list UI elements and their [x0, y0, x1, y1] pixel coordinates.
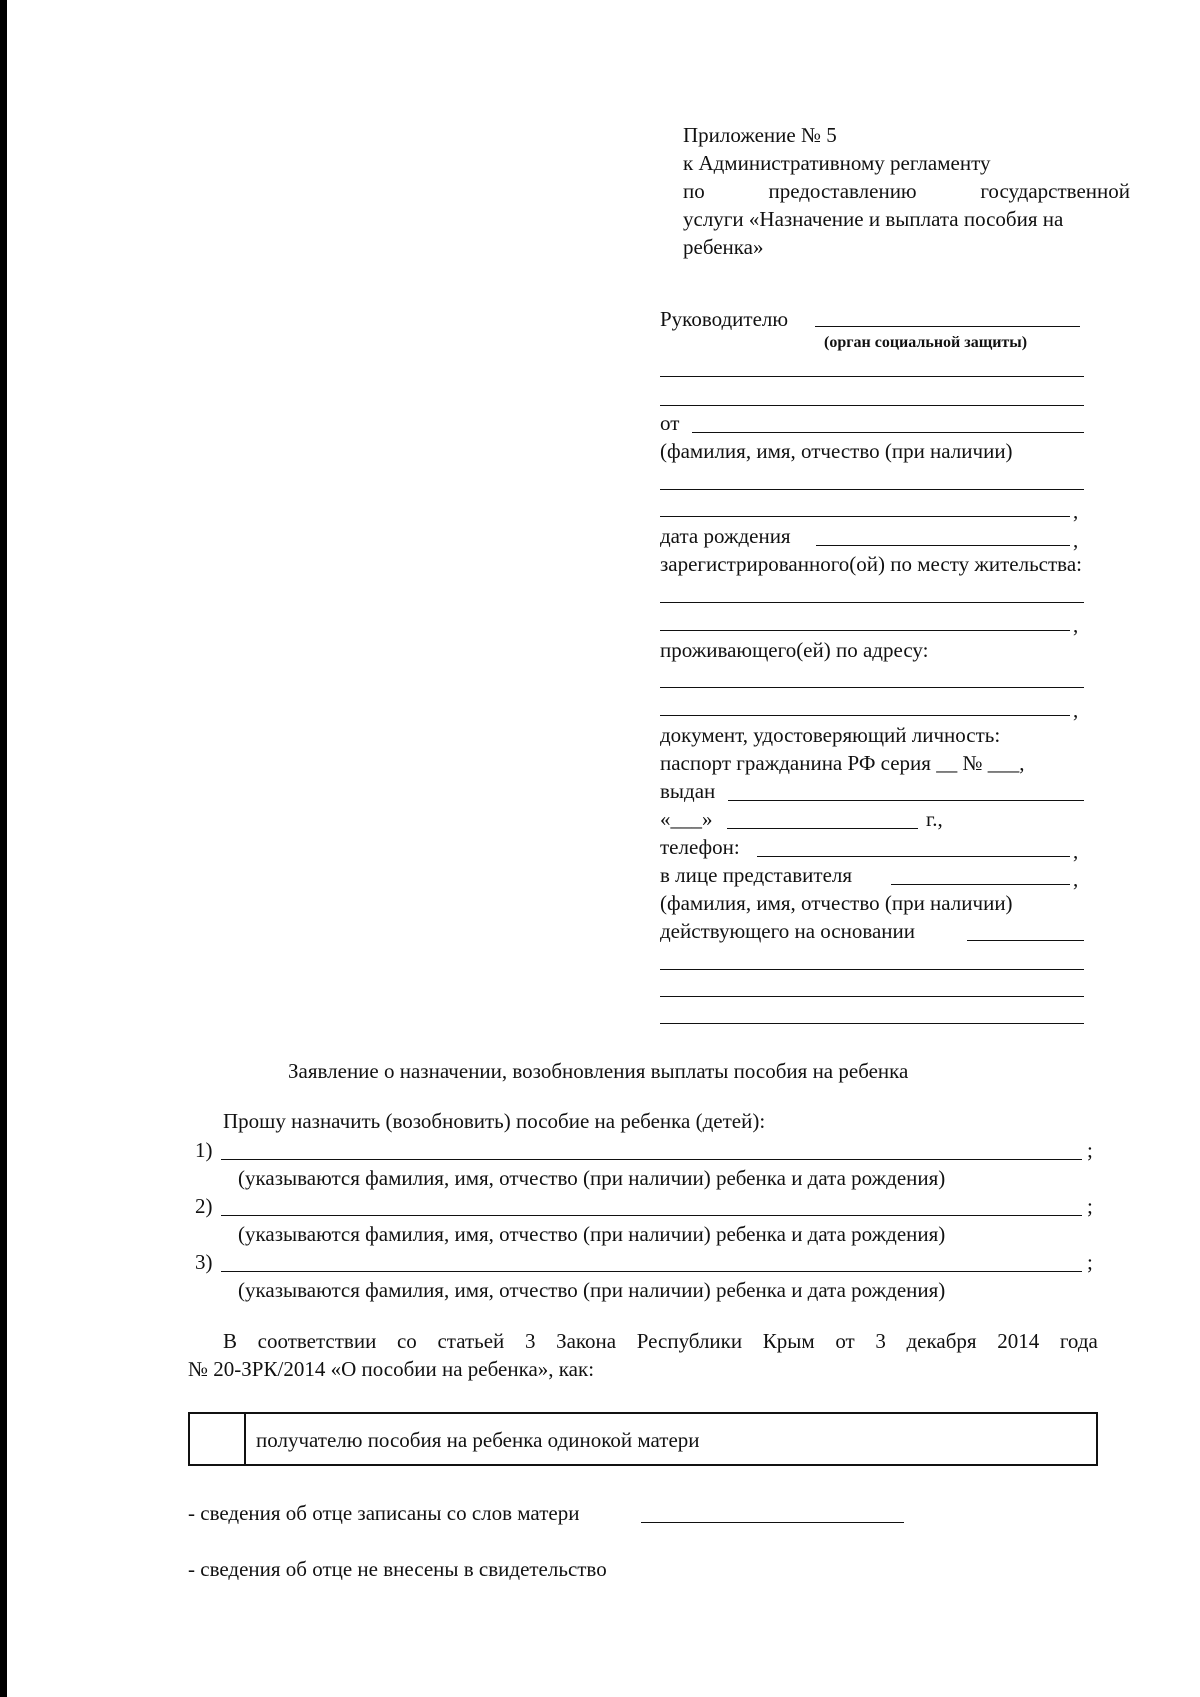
- comma: ,: [1073, 867, 1079, 891]
- child-2-field-line[interactable]: [221, 1215, 1082, 1216]
- word: по: [683, 179, 705, 203]
- rep-label: в лице представителя: [660, 863, 853, 887]
- word: Закона: [556, 1329, 617, 1353]
- registered-label: зарегистрированного(ой) по месту жительства:: [660, 552, 1082, 576]
- word: 3: [524, 1329, 536, 1353]
- issued-label: выдан: [660, 779, 716, 803]
- basis-field-line-3[interactable]: [660, 996, 1084, 997]
- basis-label: действующего на основании: [660, 919, 916, 943]
- child-2-hint: (указываются фамилия, имя, отчество (при наличии) ребенка и дата рождения): [238, 1222, 946, 1246]
- child-3-num: 3): [195, 1250, 213, 1274]
- comma: ,: [1073, 839, 1079, 863]
- phone-label: телефон:: [660, 835, 740, 859]
- rep-field-line[interactable]: [891, 884, 1070, 885]
- regulation-ref: к Административному регламенту: [683, 151, 991, 175]
- comma: ,: [1073, 698, 1079, 722]
- child-1-hint: (указываются фамилия, имя, отчество (при наличии) ребенка и дата рождения): [238, 1166, 946, 1190]
- comma: ,: [1073, 499, 1079, 523]
- fio-field-line-2[interactable]: [660, 516, 1070, 517]
- word: со: [396, 1329, 417, 1353]
- date-field-line[interactable]: [727, 828, 918, 829]
- child-1-num: 1): [195, 1138, 213, 1162]
- word: Крым: [762, 1329, 815, 1353]
- rep-fio-hint: (фамилия, имя, отчество (при наличии): [660, 891, 1013, 915]
- issued-field-line[interactable]: [728, 800, 1084, 801]
- note-2: - сведения об отце не внесены в свидетельство: [188, 1557, 607, 1581]
- child-1-end: ;: [1087, 1138, 1093, 1162]
- child-3-hint: (указываются фамилия, имя, отчество (при наличии) ребенка и дата рождения): [238, 1278, 946, 1302]
- living-label: проживающего(ей) по адресу:: [660, 638, 929, 662]
- registered-field-line[interactable]: [660, 602, 1084, 603]
- word: 2014: [997, 1329, 1040, 1353]
- note-1: - сведения об отце записаны со слов матери: [188, 1501, 580, 1525]
- basis-field-line-2[interactable]: [660, 969, 1084, 970]
- head-field-line-3[interactable]: [660, 405, 1084, 406]
- service-name-end: ребенка»: [683, 235, 764, 259]
- date-year: г.,: [926, 807, 943, 831]
- child-3-end: ;: [1087, 1250, 1093, 1274]
- basis-field-line[interactable]: [967, 940, 1084, 941]
- word: года: [1059, 1329, 1098, 1353]
- scan-edge: [0, 0, 7, 1697]
- word: от: [835, 1329, 855, 1353]
- passport-label: паспорт гражданина РФ серия __ № ___,: [660, 751, 1025, 775]
- fio-field-line[interactable]: [660, 489, 1084, 490]
- from-label: от: [660, 411, 680, 435]
- date-open: «___»: [660, 807, 713, 831]
- phone-field-line[interactable]: [757, 856, 1070, 857]
- law-line-justified: [223, 1328, 1098, 1354]
- living-field-line[interactable]: [660, 687, 1084, 688]
- child-2-end: ;: [1087, 1194, 1093, 1218]
- comma: ,: [1073, 528, 1079, 552]
- option-table: [188, 1412, 1098, 1466]
- word: соответствии: [257, 1329, 377, 1353]
- child-1-field-line[interactable]: [221, 1159, 1082, 1160]
- registered-field-line-2[interactable]: [660, 630, 1070, 631]
- id-doc-label: документ, удостоверяющий личность:: [660, 723, 1001, 747]
- head-field-line[interactable]: [815, 326, 1080, 327]
- child-3-field-line[interactable]: [221, 1271, 1082, 1272]
- note-1-field-line[interactable]: [641, 1522, 904, 1523]
- word: Республики: [636, 1329, 743, 1353]
- comma: ,: [1073, 613, 1079, 637]
- birth-label: дата рождения: [660, 524, 791, 548]
- service-name: услуги «Назначение и выплата пособия на: [683, 207, 1064, 231]
- request-text: Прошу назначить (возобновить) пособие на ребенка (детей):: [223, 1109, 766, 1133]
- word: 3: [875, 1329, 886, 1353]
- word: декабря: [906, 1329, 977, 1353]
- word: статьей: [437, 1329, 505, 1353]
- option-checkbox-cell[interactable]: [190, 1414, 246, 1464]
- basis-field-line-4[interactable]: [660, 1023, 1084, 1024]
- option-label: получателю пособия на ребенка одинокой матери: [256, 1428, 700, 1452]
- word: государственной: [980, 179, 1130, 203]
- child-2-num: 2): [195, 1194, 213, 1218]
- law-line-2: № 20-ЗРК/2014 «О пособии на ребенка», как:: [188, 1357, 595, 1381]
- from-field-line[interactable]: [692, 432, 1084, 433]
- service-line-justified: [683, 178, 1130, 204]
- appendix-title: Приложение № 5: [683, 123, 837, 147]
- head-hint: (орган социальной защиты): [824, 334, 1028, 351]
- head-field-line-2[interactable]: [660, 376, 1084, 377]
- fio-hint: (фамилия, имя, отчество (при наличии): [660, 439, 1013, 463]
- statement-title: Заявление о назначении, возобновления выплаты пособия на ребенка: [288, 1059, 909, 1083]
- living-field-line-2[interactable]: [660, 715, 1070, 716]
- word: В: [223, 1329, 238, 1353]
- word: предоставлению: [768, 179, 917, 203]
- head-label: Руководителю: [660, 307, 789, 331]
- birth-field-line[interactable]: [816, 545, 1070, 546]
